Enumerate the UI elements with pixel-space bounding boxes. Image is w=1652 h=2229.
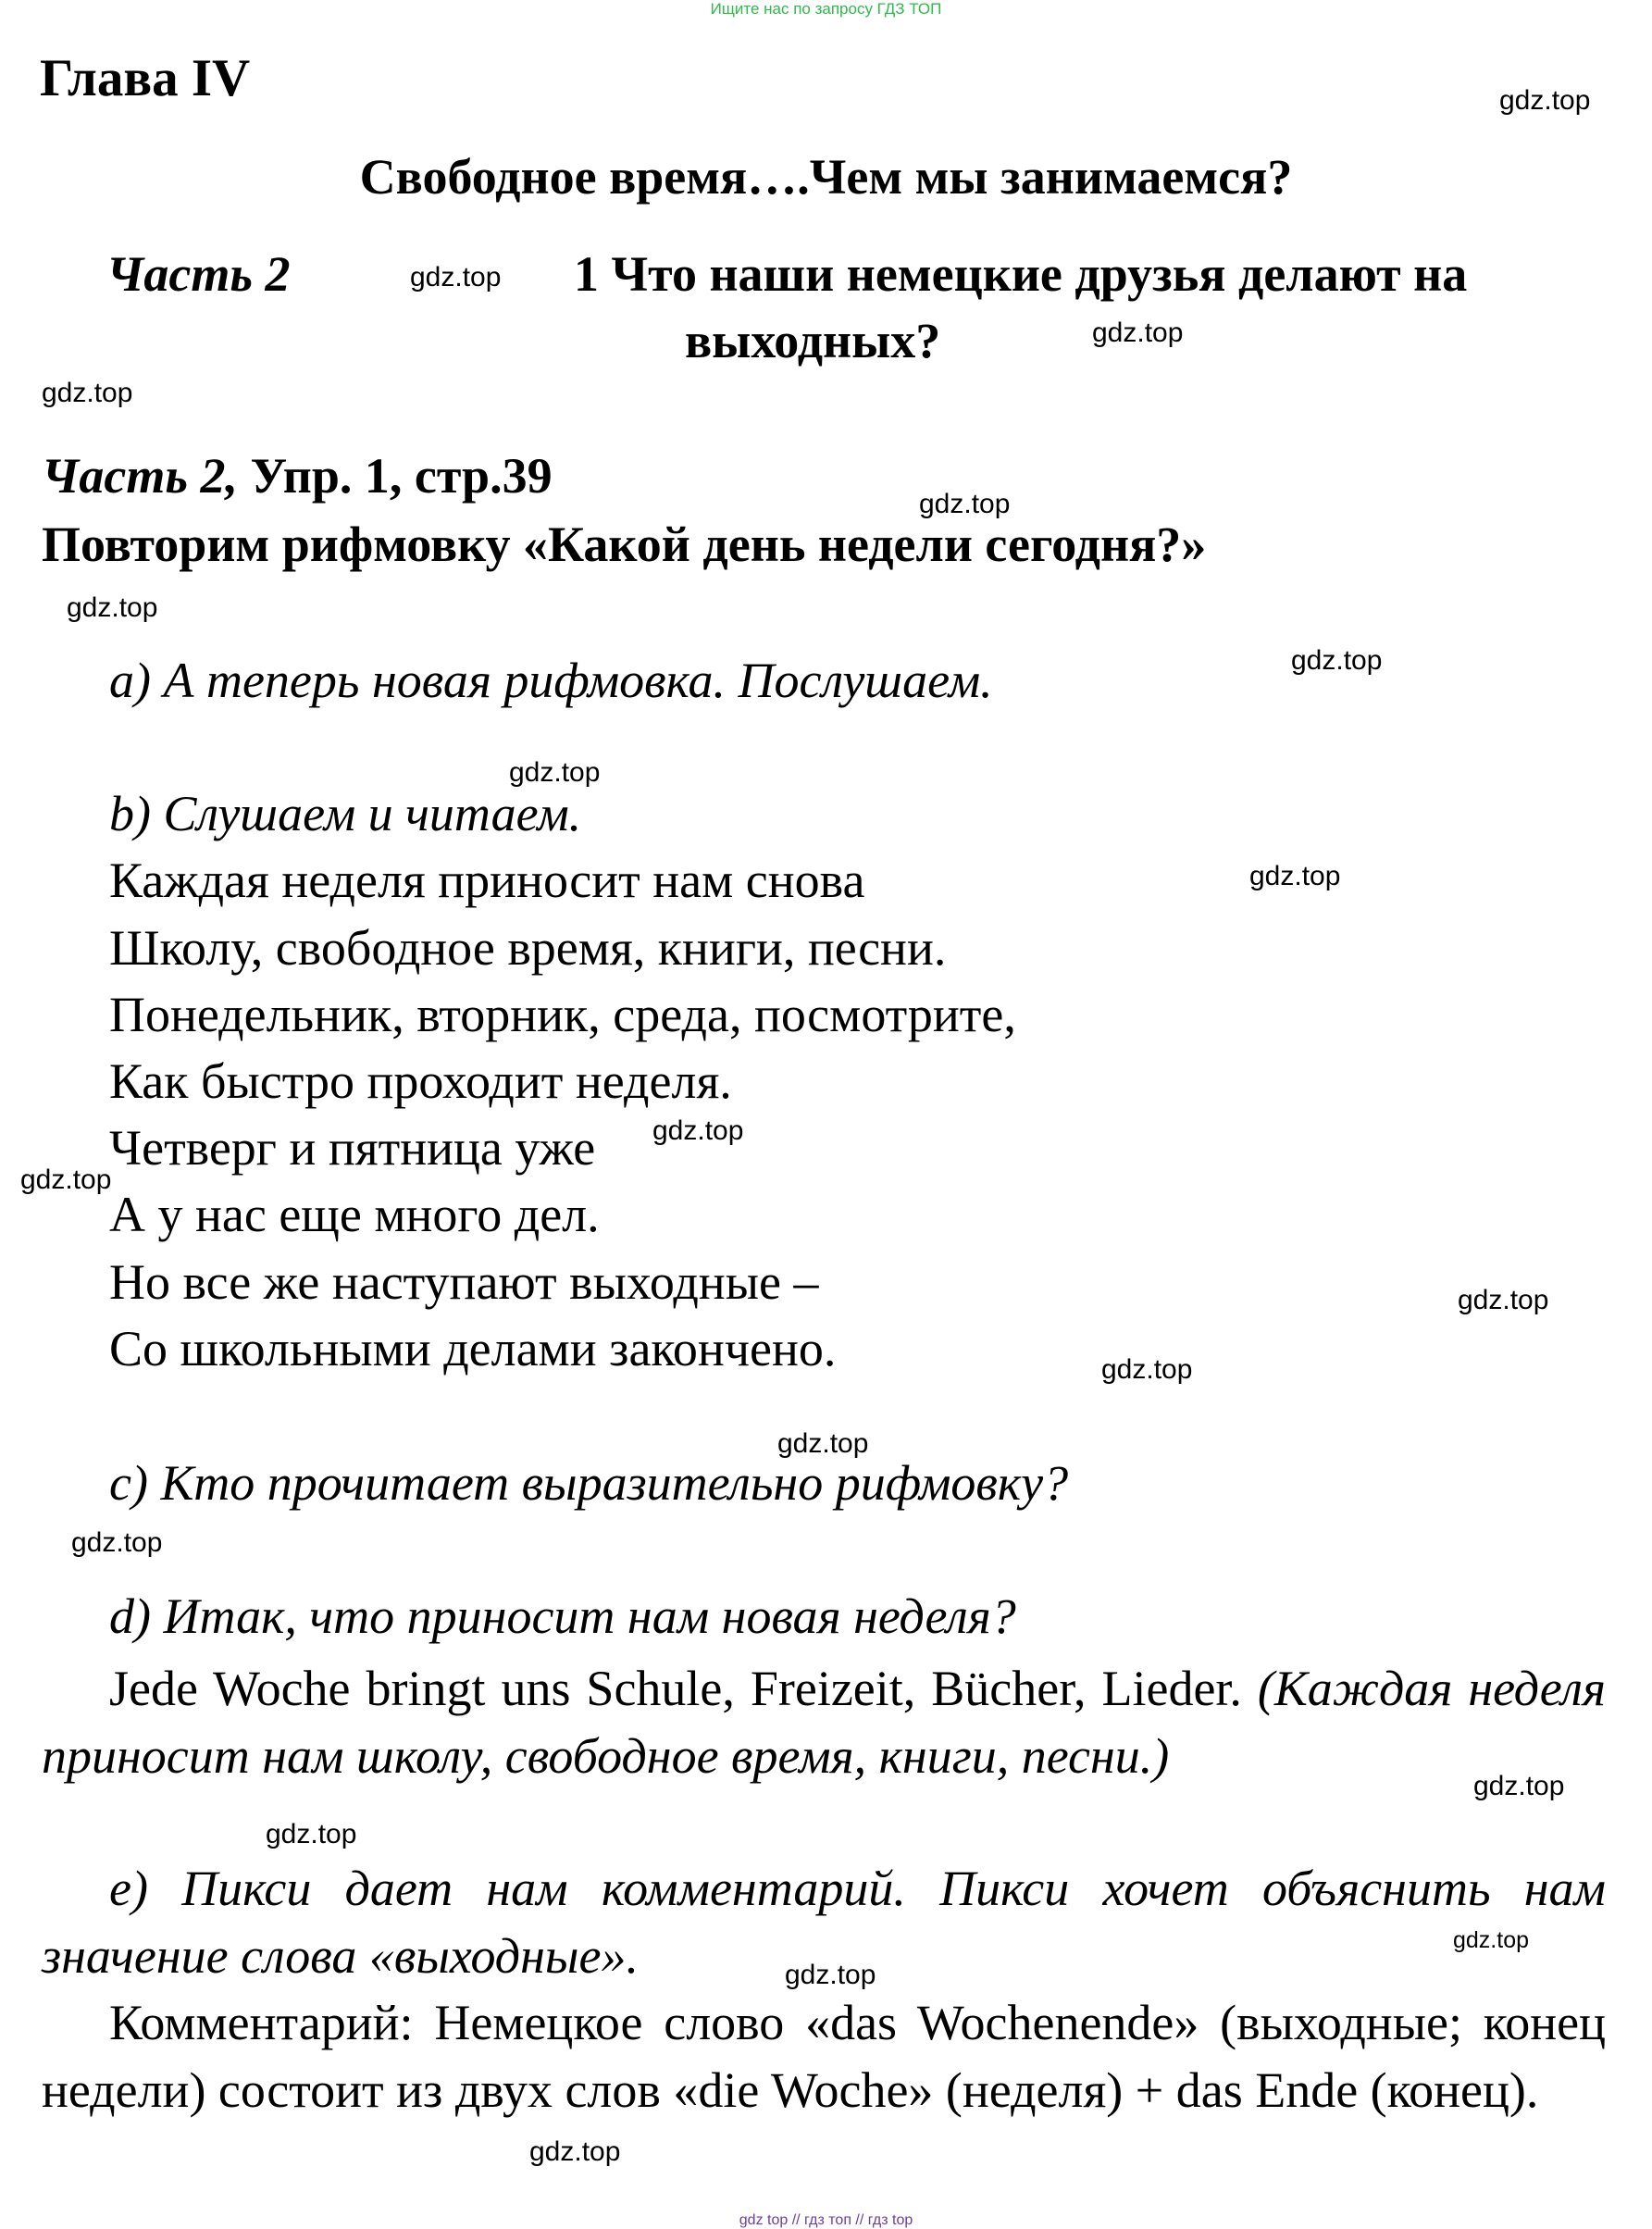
watermark: gdz.top — [71, 1527, 163, 1558]
part-label: Часть 2 — [106, 246, 291, 302]
task-d: d) Итак, что приносит нам новая неделя? — [109, 1588, 1016, 1644]
watermark: gdz.top — [266, 1819, 357, 1849]
watermark: gdz.top — [1453, 1927, 1530, 1953]
chapter-subtitle: Свободное время….Чем мы занимаемся? — [359, 149, 1293, 205]
watermark: gdz.top — [785, 1960, 876, 1990]
bottom-banner[interactable]: gdz top // гдз топ // гдз top — [739, 2212, 913, 2228]
task-c: c) Кто прочитает выразительно рифмовку? — [109, 1455, 1069, 1511]
part-title-line2: выходных? — [685, 313, 941, 368]
watermark: gdz.top — [67, 592, 158, 623]
answer-translation: (Каждая неделя приносит нам школу, свободное время, книги, песни.) — [42, 1661, 1607, 1784]
watermark: gdz.top — [777, 1428, 869, 1459]
part-title-line1: 1 Что наши немецкие друзья делают на — [574, 246, 1468, 302]
comment: Комментарий: Немецкое слово «das Wochenende» (выходные; конец недели) состоит из двух слов «die Woche» (неделя) + das Ende (конец). — [42, 1995, 1606, 2118]
watermark: gdz.top — [42, 378, 133, 408]
watermark: gdz.top — [652, 1115, 744, 1146]
task-a: a) А теперь новая рифмовка. Послушаем. — [109, 653, 993, 708]
task-e: e) Пикси дает нам комментарий. Пикси хочет объяснить нам значение слова «выходные». — [42, 1861, 1606, 1984]
watermark: gdz.top — [1101, 1354, 1193, 1385]
top-banner[interactable]: Ищите нас по запросу ГДЗ ТОП — [710, 0, 942, 18]
exercise-reference — [42, 447, 553, 504]
watermark: gdz.top — [1458, 1285, 1549, 1315]
poem-line: Со школьными делами закончено. — [109, 1321, 837, 1376]
watermark: gdz.top — [1291, 645, 1383, 676]
poem-line: А у нас еще много дел. — [109, 1187, 600, 1242]
watermark: gdz.top — [919, 489, 1011, 519]
rhyme-heading: Повторим рифмовку «Какой день недели сегодня?» — [42, 517, 1207, 572]
poem-line: Как быстро проходит неделя. — [109, 1053, 732, 1109]
exercise-part: Часть 2, — [42, 448, 239, 504]
watermark: gdz.top — [20, 1164, 112, 1195]
chapter-heading: Глава IV — [40, 49, 251, 107]
poem-line: Каждая неделя приносит нам снова — [109, 853, 865, 908]
poem-line: Понедельник, вторник, среда, посмотрите, — [109, 987, 1016, 1042]
answer-german: Jede Woche bringt uns Schule, Freizeit, Bücher, Lieder. — [109, 1661, 1258, 1716]
watermark: gdz.top — [410, 262, 502, 293]
watermark: gdz.top — [1092, 318, 1184, 348]
watermark: gdz.top — [1249, 861, 1341, 891]
task-b: b) Слушаем и читаем. — [109, 786, 582, 841]
poem-line: Но все же наступают выходные – — [109, 1254, 819, 1310]
poem-line: Четверг и пятница уже — [109, 1120, 596, 1176]
watermark: gdz.top — [509, 757, 601, 788]
watermark: gdz.top — [1473, 1771, 1565, 1801]
watermark: gdz.top — [1499, 85, 1591, 116]
answer-d — [42, 1655, 1606, 1790]
poem-line: Школу, свободное время, книги, песни. — [109, 920, 947, 976]
exercise-ref: Упр. 1, стр.39 — [238, 448, 553, 504]
watermark: gdz.top — [529, 2136, 621, 2167]
